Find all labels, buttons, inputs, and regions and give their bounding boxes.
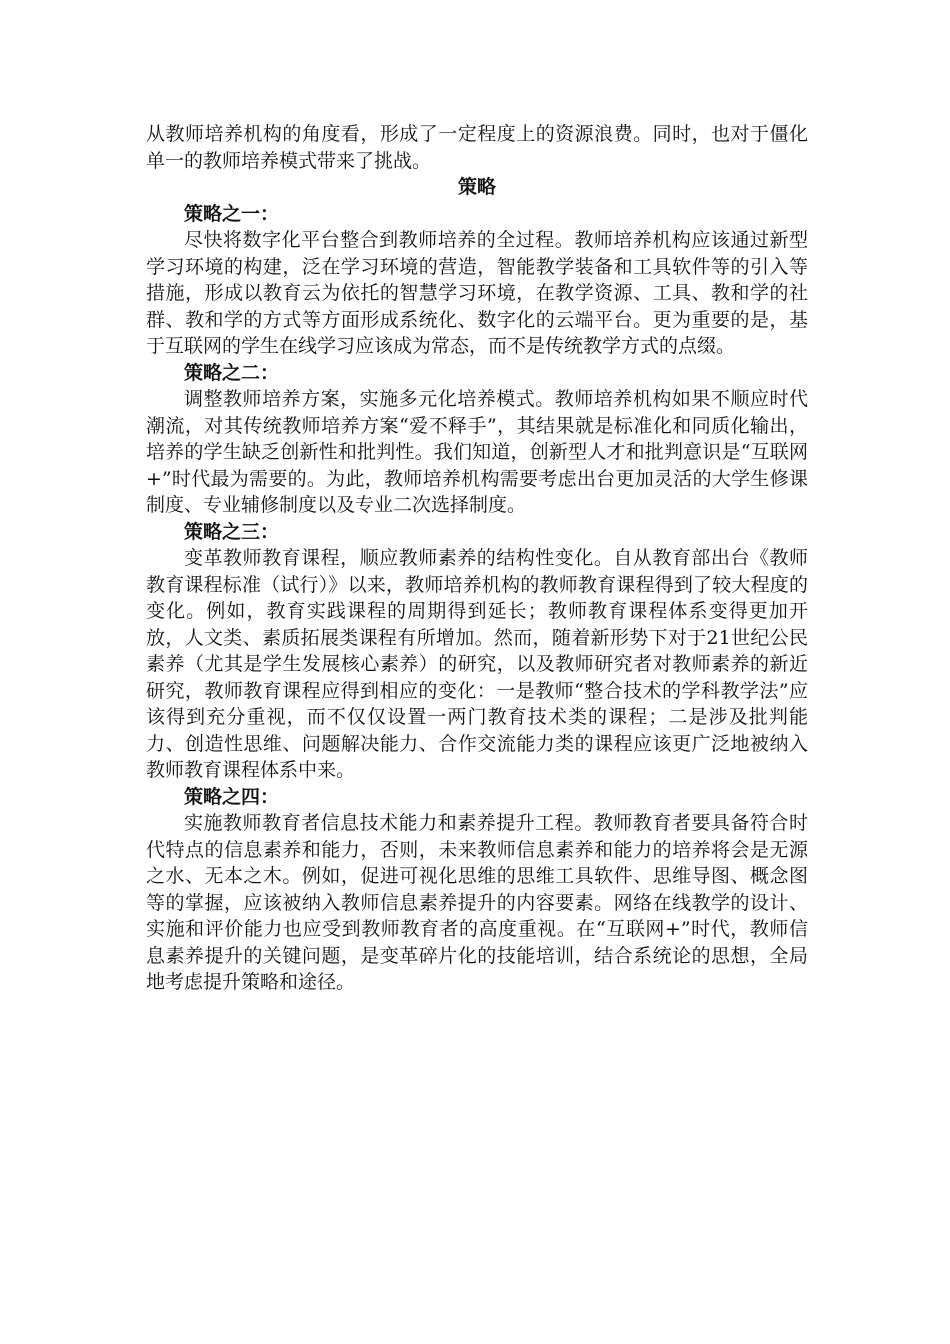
strategy-4-title: 策略之四： <box>184 785 280 808</box>
strategy-2-body: 调整教师培养方案，实施多元化培养模式。教师培养机构如果不顺应时代潮流，对其传统教师培养方案“爱不释手”，其结果就是标准化和同质化输出，培养的学生缺乏创新性和批判性。我们知道，创新型人才和批判意识是“互联网+”时代最为需要的。为此，教师培养机构需要考虑出台更加灵活的大学生修课制度、专业辅修制度以及专业二次选择制度。 <box>146 388 808 516</box>
strategy-3-title: 策略之三： <box>184 520 280 543</box>
section-title: 策略 <box>457 176 496 198</box>
strategy-3-body: 变革教师教育课程，顺应教师素养的结构性变化。自从教育部出台《教师教育课程标准（试行）》以来，教师培养机构的教师教育课程得到了较大程度的变化。例如，教育实践课程的周期得到延长；教师教育课程体系变得更加开放，人文类、素质拓展类课程有所增加。然而，随着新形势下对于21世纪公民素养（尤其是学生发展核心素养）的研究，以及教师研究者对教师素养的新近研究，教师教育课程应得到相应的变化：一是教师“整合技术的学科教学法”应该得到充分重视，而不仅仅设置一两门教育技术类的课程；二是涉及批判能力、创造性思维、问题解决能力、合作交流能力类的课程应该更广泛地被纳入教师教育课程体系中来。 <box>146 547 808 781</box>
strategy-1-title: 策略之一： <box>184 202 280 225</box>
strategy-1-body: 尽快将数字化平台整合到教师培养的全过程。教师培养机构应该通过新型学习环境的构建，泛在学习环境的营造，智能教学装备和工具软件等的引入等措施，形成以教育云为依托的智慧学习环境，在教学资源、工具、教和学的社群、教和学的方式等方面形成系统化、数字化的云端平台。更为重要的是，基于互联网的学生在线学习应该成为常态，而不是传统教学方式的点缀。 <box>146 229 808 357</box>
strategy-2-title: 策略之二： <box>184 361 280 384</box>
strategy-4-body: 实施教师教育者信息技术能力和素养提升工程。教师教育者要具备符合时代特点的信息素养和能力，否则，未来教师信息素养和能力的培养将会是无源之水、无本之木。例如，促进可视化思维的思维工具软件、思维导图、概念图等的掌握，应该被纳入教师信息素养提升的内容要素。网络在线教学的设计、实施和评价能力也应受到教师教育者的高度重视。在“互联网+”时代，教师信息素养提升的关键问题，是变革碎片化的技能培训，结合系统论的思想，全局地考虑提升策略和途径。 <box>146 812 808 993</box>
intro-paragraph: 从教师培养机构的角度看，形成了一定程度上的资源浪费。同时，也对于僵化单一的教师培养模式带来了挑战。 <box>146 123 808 172</box>
document-page <box>146 121 808 996</box>
